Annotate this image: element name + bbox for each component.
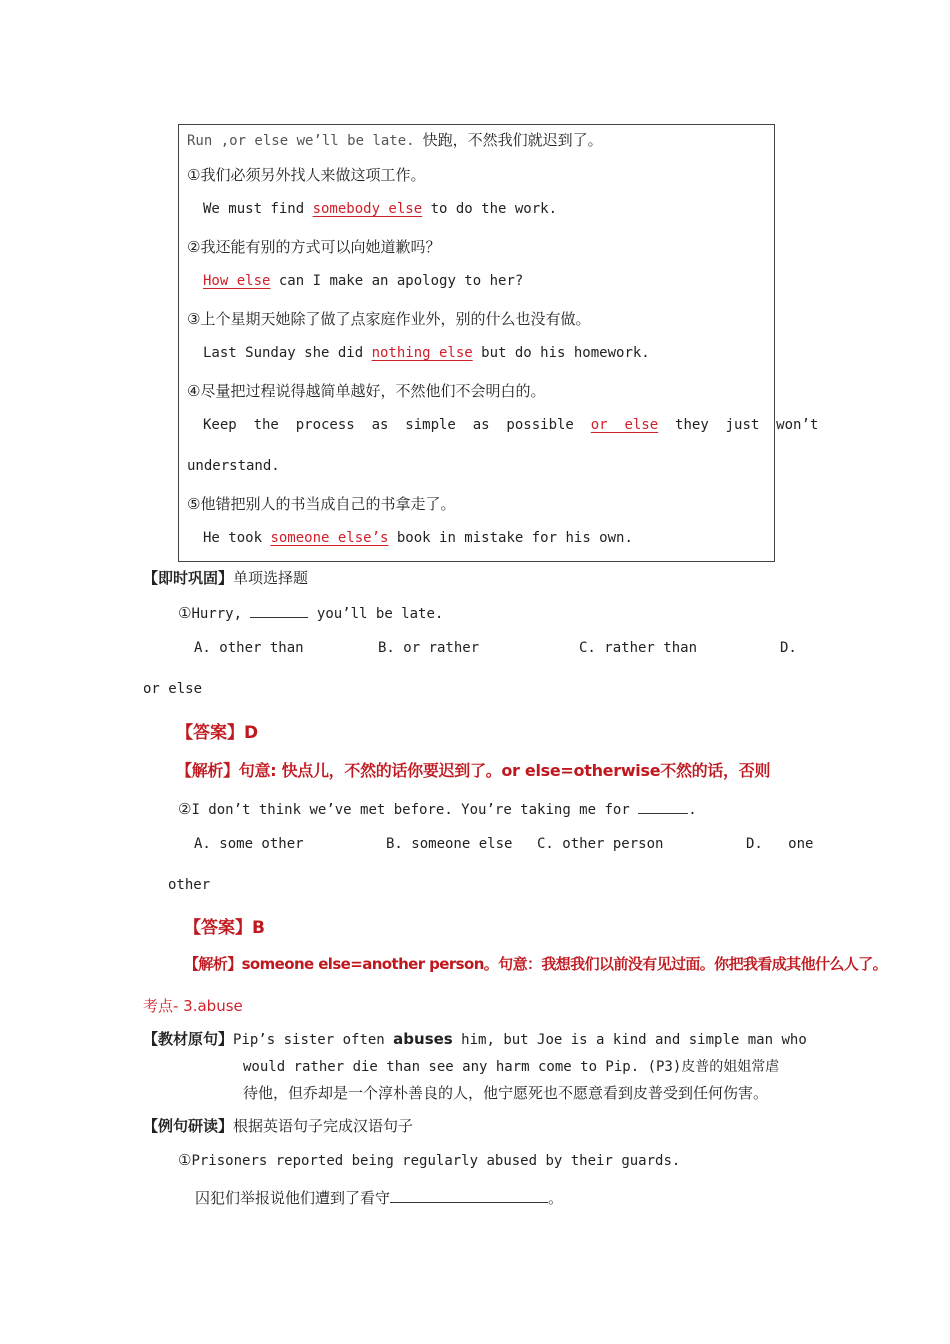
box-item-1-en [203,201,557,217]
example-en: Prisoners reported being regularly abused by their guards. [191,1153,681,1169]
q1-analysis: 【解析】句意: 快点儿，不然的话你要迟到了。or else=otherwise不然的话，否则 [176,761,771,780]
box-item-5-en [203,530,633,546]
study-label: 【例句研读】 [143,1117,234,1135]
item-number: ⑤ [187,495,201,513]
item-zh: 我们必须另外找人来做这项工作。 [200,166,426,184]
box-item-4-zh [187,380,545,401]
q2-answer: 【答案】B [184,918,265,938]
answer-blank[interactable] [390,1202,548,1203]
example-zh-pre: 囚犯们举报说他们遭到了看守 [195,1189,391,1207]
question-number: ② [178,800,192,818]
box-item-2-en [203,273,523,289]
item-en-post: they just won’t [658,417,819,433]
source-sentence-line-1 [143,1028,807,1049]
item-zh: 他错把别人的书当成自己的书拿走了。 [200,495,456,513]
box-item-5-zh [187,493,455,514]
box-item-4-en [203,417,818,433]
source-sentence-line-2: would rather die than see any harm come to Pip. (P3)皮普的姐姐常虐 [243,1059,780,1075]
box-item-1-zh [187,164,425,185]
item-number: ① [187,166,201,184]
item-zh: 尽量把过程说得越简单越好，不然他们不会明白的。 [200,382,546,400]
item-en-pre: He took [203,530,271,546]
item-answer: somebody else [312,201,423,217]
example-zh-post: 。 [548,1189,564,1207]
item-number: ④ [187,382,201,400]
q1-option-c[interactable]: C. rather than [579,640,698,656]
box-item-3-zh [187,308,590,329]
item-zh: 上个星期天她除了做了点家庭作业外，别的什么也没有做。 [200,310,591,328]
box-header-zh: 快跑，不然我们就迟到了。 [422,131,603,149]
item-answer: How else [203,273,271,289]
source-label: 【教材原句】 [143,1030,234,1048]
q1-option-a[interactable]: A. other than [194,640,304,656]
q2-option-d-text[interactable]: other [168,877,211,893]
q1-option-b[interactable]: B. or rather [378,640,480,656]
item-en-pre: Last Sunday she did [203,345,372,361]
question-2-stem [178,800,697,818]
answer-blank[interactable] [638,813,688,814]
study-heading [143,1115,413,1136]
box-item-4-en-cont: understand. [187,458,280,474]
q1-answer: 【答案】D [176,723,259,743]
item-answer: or else [590,417,659,433]
q1-option-d[interactable]: D. [780,640,797,656]
practice-heading [143,567,308,588]
example-1-zh [195,1187,563,1208]
example-number: ① [178,1151,192,1169]
question-stem-post: . [688,802,697,818]
item-answer: someone else’s [270,530,389,546]
item-number: ③ [187,310,201,328]
q2-option-c[interactable]: C. other person [537,836,664,852]
q2-option-a[interactable]: A. some other [194,836,304,852]
box-item-2-zh [187,236,440,257]
question-stem-pre: I don’t think we’ve met before. You’re taking me for [191,802,639,818]
source-text: Pip’s sister often [233,1032,394,1048]
q2-option-d[interactable]: D. one [746,836,814,852]
item-answer: nothing else [371,345,473,361]
answer-blank[interactable] [250,617,308,618]
example-1-en [178,1151,680,1169]
item-en-post: to do the work. [422,201,558,217]
practice-title: 单项选择题 [233,569,309,587]
question-stem-pre: Hurry, [191,606,251,622]
box-header [187,129,603,150]
q2-analysis: 【解析】someone else=another person。句意：我想我们以前没有见过面。你把我看成其他什么人了。 [184,955,887,973]
q1-option-d-text[interactable]: or else [143,681,203,697]
box-item-3-en [203,345,650,361]
item-en-post: can I make an apology to her? [270,273,524,289]
source-keyword: abuses [393,1030,453,1048]
practice-label: 【即时巩固】 [143,569,234,587]
item-en-post: but do his homework. [472,345,650,361]
item-zh: 我还能有别的方式可以向她道歉吗？ [200,238,441,256]
question-number: ① [178,604,192,622]
question-1-stem [178,604,443,622]
kaodian-title: 考点- 3.abuse [143,997,243,1015]
item-en-post: book in mistake for his own. [388,530,633,546]
source-sentence-line-3: 待他，但乔却是一个淳朴善良的人，他宁愿死也不愿意看到皮普受到任何伤害。 [243,1084,769,1102]
item-number: ② [187,238,201,256]
item-en-pre: Keep the process as simple as possible [203,417,591,433]
q2-option-b[interactable]: B. someone else [386,836,513,852]
study-title: 根据英语句子完成汉语句子 [233,1117,414,1135]
box-header-en: Run ,or else we’ll be late. [187,133,415,149]
source-text: him, but Joe is a kind and simple man who [452,1032,807,1048]
question-stem-post: you’ll be late. [308,606,444,622]
item-en-pre: We must find [203,201,313,217]
